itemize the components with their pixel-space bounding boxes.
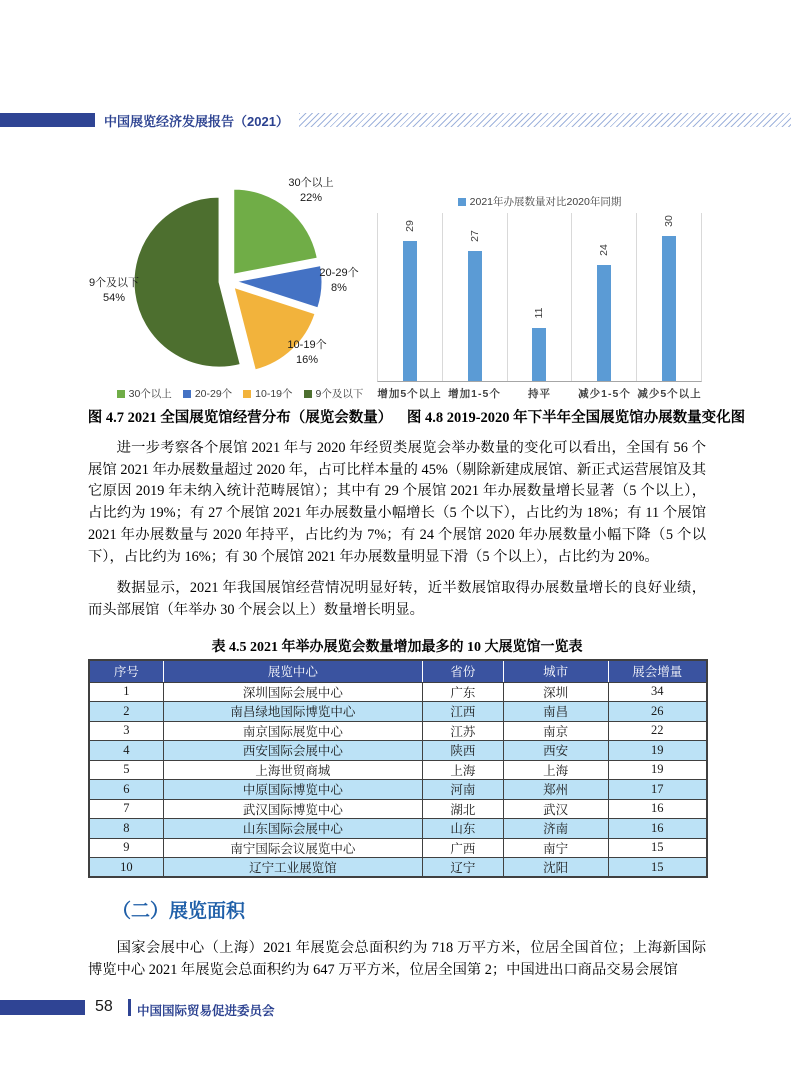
pie-data-label xyxy=(287,338,326,368)
table-header-row xyxy=(89,660,707,682)
pie-caption: 图 4.7 2021 全国展览馆经营分布（展览会数量） xyxy=(87,410,393,426)
legend-swatch-icon xyxy=(243,390,251,398)
paragraph-area: 国家会展中心（上海）2021 年展览会总面积约为 718 万平方米，位居全国首位；上海新国际博览中心 2021 年展览会总面积约为 647 万平方米，位居全国第 2；中国进出口商品交易会展馆 xyxy=(88,940,706,978)
bar-legend xyxy=(377,194,702,209)
table-cell: 26 xyxy=(608,702,707,722)
pie-legend-item xyxy=(117,386,172,401)
bar-value-label: 30 xyxy=(663,215,676,227)
table-cell: 广西 xyxy=(423,838,503,858)
table-cell: 湖北 xyxy=(423,799,503,819)
legend-swatch-icon xyxy=(458,198,466,206)
legend-swatch-icon xyxy=(117,390,125,398)
header-hatch-pattern xyxy=(299,113,791,127)
table-cell: 22 xyxy=(608,721,707,741)
pie-label-line: 20-29个 xyxy=(319,267,359,280)
bar-value-label: 24 xyxy=(598,244,611,256)
table-cell: 陕西 xyxy=(423,741,503,761)
pie-legend-label: 9个及以下 xyxy=(315,388,364,400)
table-cell: 10 xyxy=(89,858,163,878)
table-cell: 17 xyxy=(608,780,707,800)
bar-column xyxy=(442,213,507,381)
table-cell: 19 xyxy=(608,760,707,780)
pie-label-line: 10-19个 xyxy=(287,339,327,352)
table-cell: 南京 xyxy=(503,721,608,741)
bar xyxy=(662,236,676,381)
table-cell: 辽宁工业展览馆 xyxy=(163,858,423,878)
table-cell: 19 xyxy=(608,741,707,761)
bar xyxy=(597,265,611,381)
bar-category-label: 增加1-5个 xyxy=(448,388,501,400)
table-row xyxy=(89,721,707,741)
table-row xyxy=(89,838,707,858)
footer-organization: 中国国际贸易促进委员会 xyxy=(137,1004,275,1018)
table-cell: 上海世贸商城 xyxy=(163,760,423,780)
pie-label-line: 54% xyxy=(102,292,126,304)
table-cell: 沈阳 xyxy=(503,858,608,878)
pie-legend-item xyxy=(183,386,232,401)
table-row xyxy=(89,858,707,878)
footer-accent-bar xyxy=(0,1000,85,1015)
pie-legend-label: 20-29个 xyxy=(194,388,233,400)
table-cell: 南宁国际会议展览中心 xyxy=(163,838,423,858)
table-cell: 广东 xyxy=(423,682,503,702)
pie-label-line: 30个以上 xyxy=(288,177,334,190)
legend-swatch-icon xyxy=(183,390,191,398)
table-cell: 南昌 xyxy=(503,702,608,722)
table-header-cell: 展会增量 xyxy=(608,660,707,682)
bar-chart-plot xyxy=(377,213,702,382)
table-cell: 6 xyxy=(89,780,163,800)
bar-chart-x-axis-labels xyxy=(377,386,702,401)
table-row xyxy=(89,741,707,761)
table-cell: 河南 xyxy=(423,780,503,800)
table-header-cell: 城市 xyxy=(503,660,608,682)
paragraph-analysis: 进一步考察各个展馆 2021 年与 2020 年经贸类展览会举办数量的变化可以看出，全国有 56 个展馆 2021 年办展数量超过 2020 年，占可比样本量的 45%（剔除新建成展馆、新正式运营展馆及其它原因 2019 年未纳入统计范畴展馆）；其中有 29 个展馆 2021 年办展数量增长显著（5 个以上），占比约为 19%；有 27 个展馆 2021 年办展数量小幅增长（5 个以下），占比约为 18%；有 11 个展馆 2021 年办展数量与 2020 年持平，占比约为 7%；有 24 个展馆 2020 年办展数量小幅下降（5 个以下），占比约为 16%；有 30 个展馆 2021 年办展数量明显下滑（5 个以上），占比约为 20%。 xyxy=(88,440,706,565)
table-cell: 上海 xyxy=(423,760,503,780)
bar-legend-label: 2021年办展数量对比2020年同期 xyxy=(469,196,622,208)
table-cell: 辽宁 xyxy=(423,858,503,878)
exhibition-centers-table xyxy=(88,659,708,878)
table-cell: 34 xyxy=(608,682,707,702)
bar-column xyxy=(636,213,701,381)
bar-category-label: 持平 xyxy=(528,388,551,400)
legend-swatch-icon xyxy=(304,390,312,398)
bar-category-label: 减少5个以上 xyxy=(637,388,702,400)
table-cell: 中原国际博览中心 xyxy=(163,780,423,800)
bar-caption: 图 4.8 2019-2020 年下半年全国展览馆办展数量变化图 xyxy=(406,410,746,426)
pie-label-line: 22% xyxy=(299,192,323,204)
table-row xyxy=(89,760,707,780)
table-row xyxy=(89,702,707,722)
bar xyxy=(532,328,546,381)
table-cell: 西安国际会展中心 xyxy=(163,741,423,761)
table-row xyxy=(89,682,707,702)
section-heading: （二）展览面积 xyxy=(112,901,246,922)
table-cell: 5 xyxy=(89,760,163,780)
page-number: 58 xyxy=(95,998,113,1015)
table-row xyxy=(89,799,707,819)
table-cell: 8 xyxy=(89,819,163,839)
pie-label-line: 16% xyxy=(295,354,319,366)
table-cell: 1 xyxy=(89,682,163,702)
bar-legend-item xyxy=(458,194,622,209)
table-cell: 江苏 xyxy=(423,721,503,741)
table-cell: 2 xyxy=(89,702,163,722)
table-cell: 16 xyxy=(608,799,707,819)
footer-divider xyxy=(128,999,131,1016)
pie-label-line: 8% xyxy=(331,282,347,294)
bar-value-label: 11 xyxy=(533,307,546,319)
bar-value-label: 27 xyxy=(468,230,481,242)
table-cell: 南京国际展览中心 xyxy=(163,721,423,741)
table-cell: 西安 xyxy=(503,741,608,761)
table-header-cell: 省份 xyxy=(423,660,503,682)
header-accent-bar xyxy=(0,113,95,127)
table-cell: 15 xyxy=(608,858,707,878)
pie-data-label xyxy=(319,266,358,296)
table-cell: 江西 xyxy=(423,702,503,722)
bar xyxy=(468,251,482,381)
pie-data-label xyxy=(89,276,139,306)
pie-legend-label: 10-19个 xyxy=(255,388,293,400)
paragraph-summary: 数据显示，2021 年我国展馆经营情况明显好转，近半数展馆取得办展数量增长的良好业绩，而头部展馆（年举办 30 个展会以上）数量增长明显。 xyxy=(88,580,706,618)
table-cell: 4 xyxy=(89,741,163,761)
pie-legend-item xyxy=(243,386,292,401)
table-cell: 武汉国际博览中心 xyxy=(163,799,423,819)
bar-category-label: 减少1-5个 xyxy=(578,388,631,400)
table-cell: 3 xyxy=(89,721,163,741)
pie-legend xyxy=(85,386,395,401)
bar-category-label: 增加5个以上 xyxy=(377,388,442,400)
bar-column xyxy=(571,213,636,381)
table-row xyxy=(89,819,707,839)
table-cell: 郑州 xyxy=(503,780,608,800)
table-header-cell: 展览中心 xyxy=(163,660,423,682)
table-cell: 7 xyxy=(89,799,163,819)
table-cell: 上海 xyxy=(503,760,608,780)
table-cell: 山东国际会展中心 xyxy=(163,819,423,839)
pie-label-line: 9个及以下 xyxy=(88,277,140,290)
table-title: 表 4.5 2021 年举办展览会数量增加最多的 10 大展览馆一览表 xyxy=(211,640,583,655)
table-row xyxy=(89,780,707,800)
page-header xyxy=(0,113,793,127)
table-cell: 深圳国际会展中心 xyxy=(163,682,423,702)
bar-column xyxy=(507,213,572,381)
pie-slice xyxy=(134,197,240,367)
table-cell: 16 xyxy=(608,819,707,839)
bar xyxy=(403,241,417,381)
table-header-cell: 序号 xyxy=(89,660,163,682)
table-cell: 济南 xyxy=(503,819,608,839)
pie-legend-label: 30个以上 xyxy=(128,388,172,400)
pie-legend-item xyxy=(304,386,364,401)
bar-column xyxy=(378,213,442,381)
table-cell: 南宁 xyxy=(503,838,608,858)
pie-data-label xyxy=(288,176,333,206)
table-cell: 南昌绿地国际博览中心 xyxy=(163,702,423,722)
report-title: 中国展览经济发展报告（2021） xyxy=(104,113,289,129)
table-cell: 9 xyxy=(89,838,163,858)
table-cell: 深圳 xyxy=(503,682,608,702)
table-cell: 山东 xyxy=(423,819,503,839)
table-cell: 武汉 xyxy=(503,799,608,819)
table-cell: 15 xyxy=(608,838,707,858)
bar-value-label: 29 xyxy=(403,220,416,232)
